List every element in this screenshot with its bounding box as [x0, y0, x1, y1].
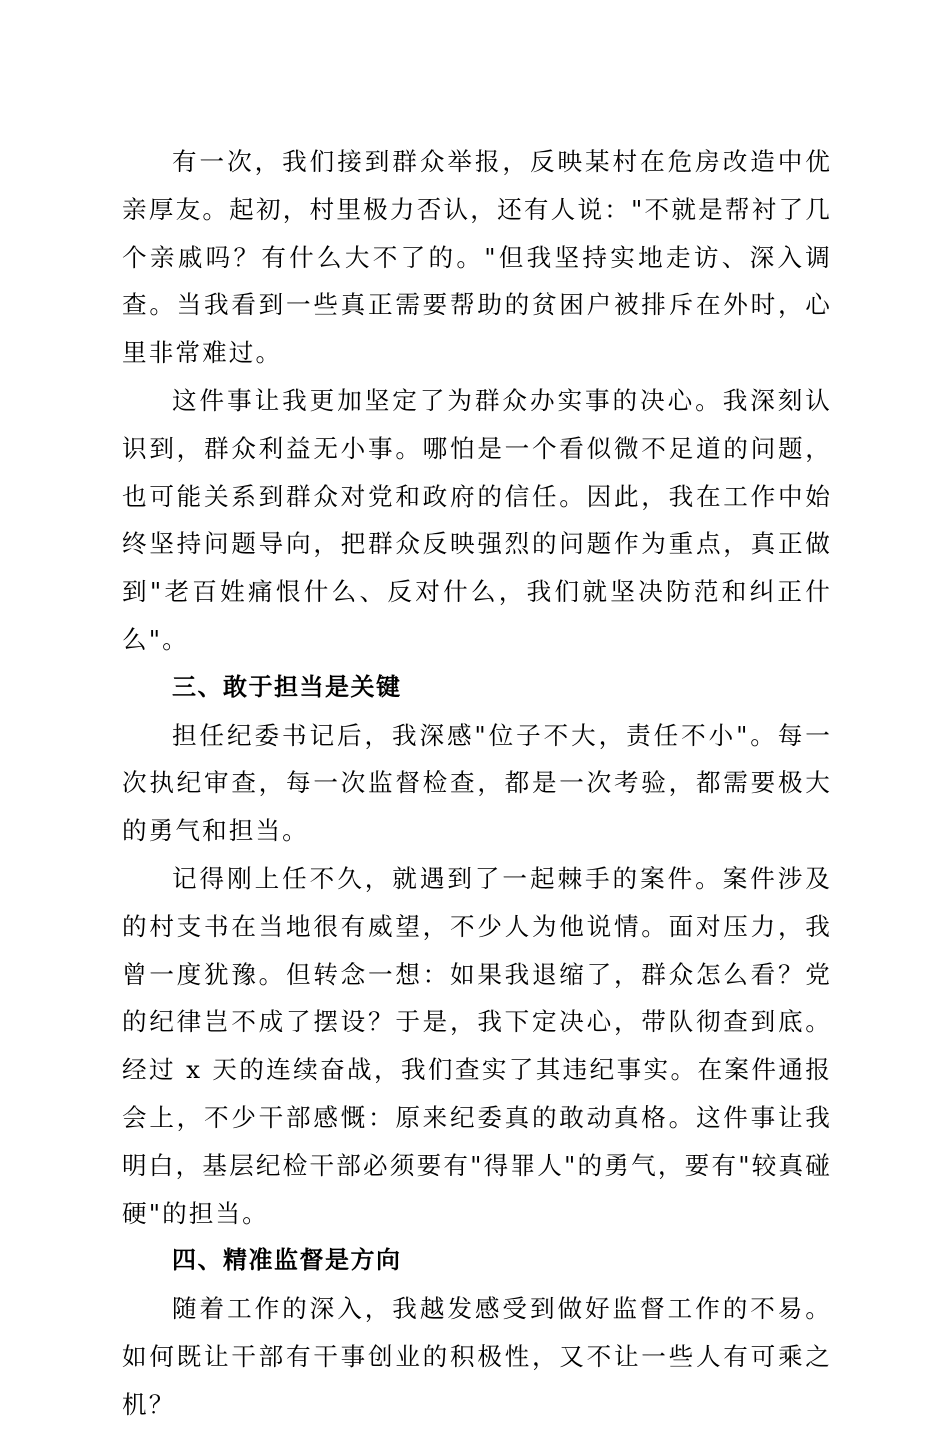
section-heading-3: 三、敢于担当是关键 [172, 672, 402, 701]
paragraph-supervision: 随着工作的深入，我越发感受到做好监督工作的不易。如何既让干部有干事创业的积极性，又不让一些人有可乘之机？ [122, 1294, 832, 1419]
section-heading-4: 四、精准监督是方向 [172, 1246, 402, 1275]
paragraph-responsibility: 担任纪委书记后，我深感"位子不大，责任不小"。每一次执纪审查，每一次监督检查，都是一次考验，都需要极大的勇气和担当。 [122, 720, 832, 846]
paragraph-mass-interest: 这件事让我更加坚定了为群众办实事的决心。我深刻认识到，群众利益无小事。哪怕是一个看似微不足道的问题，也可能关系到群众对党和政府的信任。因此，我在工作中始终坚持问题导向，把群众反映强烈的问题作为重点，真正做到"老百姓痛恨什么、反对什么，我们就坚决防范和纠正什么"。 [122, 385, 832, 654]
document-body [122, 138, 832, 1429]
paragraph-report-case: 有一次，我们接到群众举报，反映某村在危房改造中优亲厚友。起初，村里极力否认，还有人说："不就是帮衬了几个亲戚吗？有什么大不了的。"但我坚持实地走访、深入调查。当我看到一些真正需要帮助的贫困户被排斥在外时，心里非常难过。 [122, 147, 832, 368]
paragraph-tough-case: 记得刚上任不久，就遇到了一起棘手的案件。案件涉及的村支书在当地很有威望，不少人为他说情。面对压力，我曾一度犹豫。但转念一想：如果我退缩了，群众怎么看？党的纪律岂不成了摆设？于是，我下定决心，带队彻查到底。经过 x 天的连续奋战，我们查实了其违纪事实。在案件通报会上，不少干部感慨：原来纪委真的敢动真格。这件事让我明白，基层纪检干部必须要有"得罪人"的勇气，要有"较真碰硬"的担当。 [122, 863, 832, 1228]
